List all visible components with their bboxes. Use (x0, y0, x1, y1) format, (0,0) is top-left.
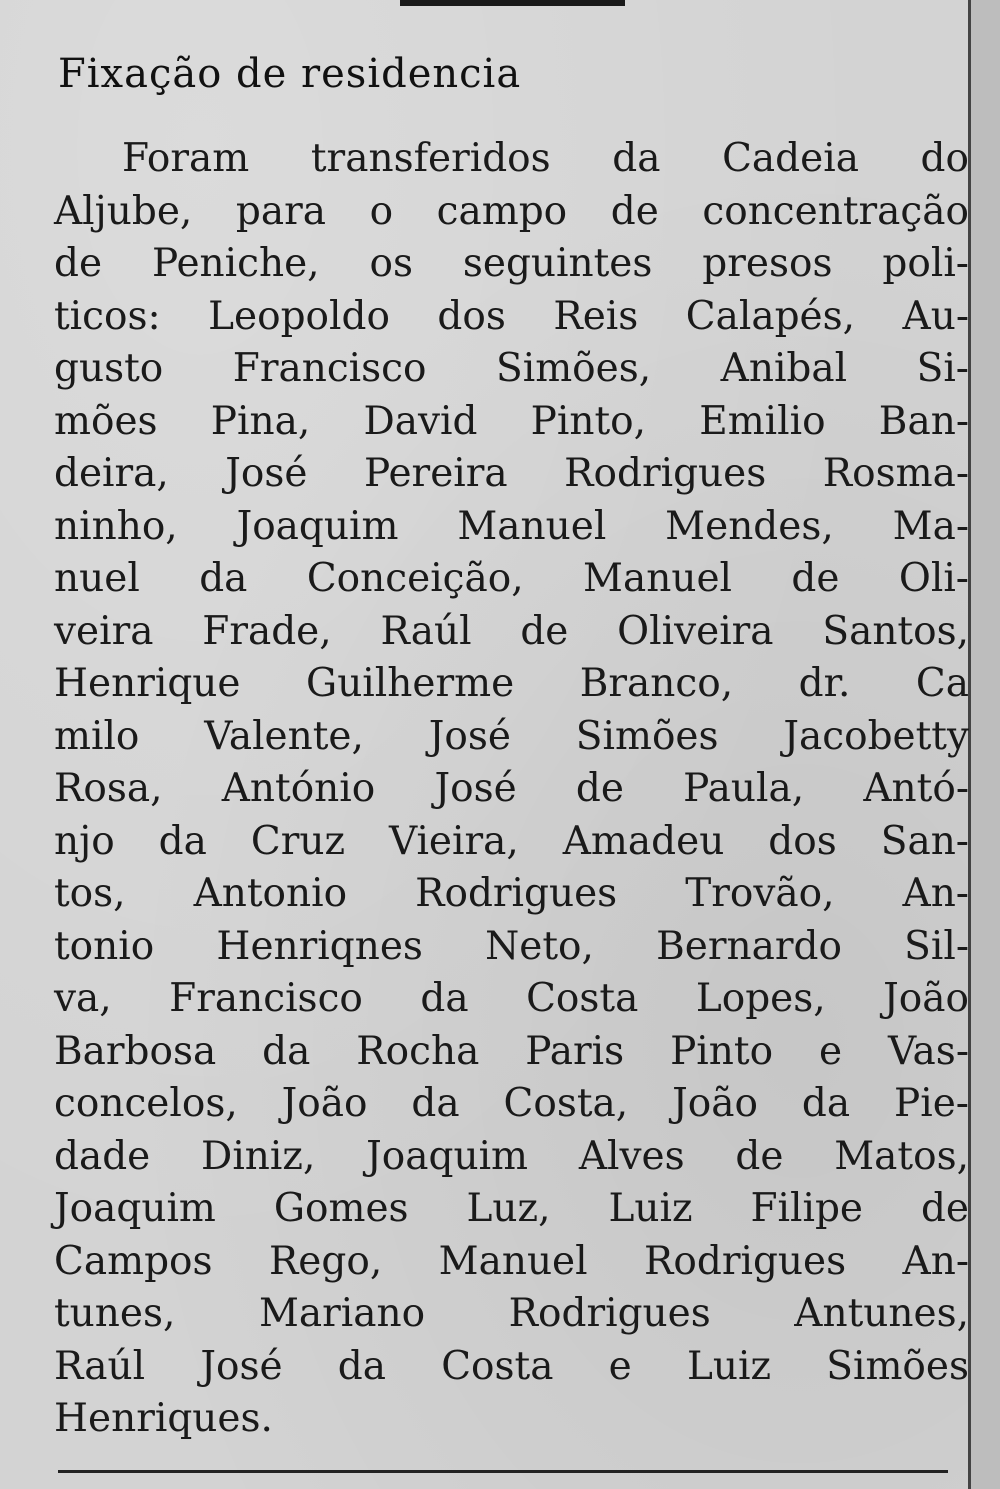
bottom-rule (58, 1470, 948, 1473)
article-headline: Fixação de residencia (58, 51, 522, 97)
article-line: Barbosa da Rocha Paris Pinto e Vas- (54, 1028, 969, 1074)
article-line: Raúl José da Costa e Luiz Simões (54, 1343, 969, 1389)
article-line: veira Frade, Raúl de Oliveira Santos, (54, 608, 969, 654)
article-line: dade Diniz, Joaquim Alves de Matos, (54, 1133, 969, 1179)
article-line: gusto Francisco Simões, Anibal Si- (54, 346, 969, 391)
article-line: Campos Rego, Manuel Rodrigues An- (54, 1238, 969, 1284)
article-line: Henrique Guilherme Branco, dr. Ca (54, 661, 969, 706)
article-line: milo Valente, José Simões Jacobetty (54, 713, 969, 759)
article-line: Rosa, António José de Paula, Antó- (54, 766, 969, 811)
article-line: Henriques. (54, 1396, 273, 1441)
article-line: Foram transferidos da Cadeia do (122, 136, 969, 181)
article-line: mões Pina, David Pinto, Emilio Ban- (54, 398, 969, 444)
top-rule (400, 0, 625, 6)
article-line: ticos: Leopoldo dos Reis Calapés, Au- (54, 293, 969, 339)
article-line: tunes, Mariano Rodrigues Antunes, (54, 1291, 969, 1336)
article-line: Aljube, para o campo de concentração (54, 188, 969, 234)
article-line: concelos, João da Costa, João da Pie- (54, 1081, 969, 1126)
article-line: njo da Cruz Vieira, Amadeu dos San- (54, 818, 969, 864)
adjacent-column-edge (971, 0, 1000, 1489)
article-line: tonio Henriqnes Neto, Bernardo Sil- (54, 923, 969, 969)
article-line: deira, José Pereira Rodrigues Rosma- (54, 451, 969, 496)
article-line: nuel da Conceição, Manuel de Oli- (54, 556, 969, 601)
article-line: va, Francisco da Costa Lopes, João (54, 976, 969, 1021)
article-line: ninho, Joaquim Manuel Mendes, Ma- (54, 503, 969, 549)
article-line: tos, Antonio Rodrigues Trovão, An- (54, 871, 969, 916)
article-line: Joaquim Gomes Luz, Luiz Filipe de (54, 1186, 969, 1231)
article-body (54, 133, 969, 1446)
article-line: de Peniche, os seguintes presos poli- (54, 241, 969, 286)
